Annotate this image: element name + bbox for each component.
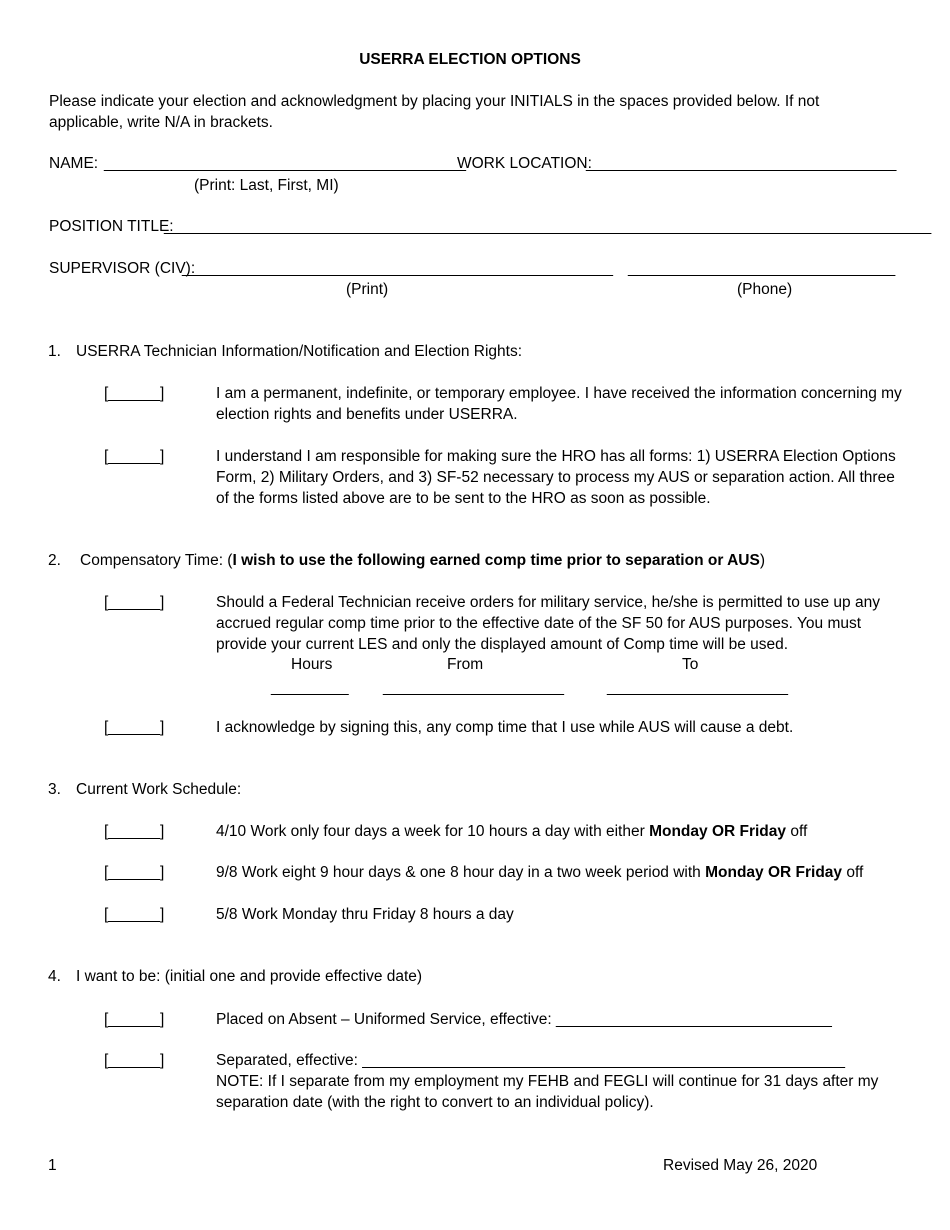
initials-blank[interactable]: [______] (104, 864, 165, 881)
hours-field[interactable]: _________ (271, 679, 349, 696)
initials-blank[interactable]: [______] (104, 1011, 165, 1028)
section2-heading-bold: I wish to use the following earned comp time prior to separation or AUS (232, 552, 760, 569)
section2-item1-text: Should a Federal Technician receive orders for military service, he/she is permitted to use up any accrued regular comp time prior to the effective date of the SF 50 for AUS purposes. You must provide your current LES and only the displayed amount of Comp time will be used. (216, 594, 880, 653)
section1-number: 1. (48, 343, 61, 360)
phone-hint: (Phone) (737, 281, 793, 298)
work-location-field[interactable]: ____________________________________ (586, 155, 897, 172)
section1-item1-text: I am a permanent, indefinite, or temporary employee. I have received the information concerning my election rights and benefits under USERRA. (216, 385, 902, 423)
section3-heading: Current Work Schedule: (76, 781, 242, 798)
section4-heading: I want to be: (initial one and provide effective date) (76, 968, 423, 985)
instructions: Please indicate your election and acknowledgment by placing your INITIALS in the spaces provided below. If not applicable, write N/A in brackets. (49, 93, 820, 131)
section2-heading-suffix: ) (759, 552, 765, 569)
supervisor-label: SUPERVISOR (CIV): (49, 260, 196, 277)
initials-blank[interactable]: [______] (104, 594, 165, 611)
section2-number: 2. (48, 552, 61, 569)
section1-heading: USERRA Technician Information/Notification and Election Rights: (76, 343, 522, 360)
name-field[interactable]: __________________________________________ (104, 155, 467, 172)
initials-blank[interactable]: [______] (104, 906, 165, 923)
schedule-option-bold: Monday OR Friday (705, 864, 843, 881)
schedule-option-4-10 (216, 821, 807, 842)
schedule-option-text: 9/8 Work eight 9 hour days & one 8 hour day in a two week period with (216, 864, 706, 881)
schedule-option-text: 4/10 Work only four days a week for 10 hours a day with either (216, 823, 650, 840)
to-field[interactable]: _____________________ (607, 679, 789, 696)
revision-date: Revised May 26, 2020 (663, 1157, 818, 1174)
schedule-option-suffix: off (842, 864, 864, 881)
section2-item2-text: I acknowledge by signing this, any comp time that I use while AUS will cause a debt. (216, 719, 794, 736)
initials-blank[interactable]: [______] (104, 823, 165, 840)
separation-note: NOTE: If I separate from my employment my FEHB and FEGLI will continue for 31 days after my separation date (with the right to convert to an individual policy). (216, 1073, 879, 1111)
initials-blank[interactable]: [______] (104, 719, 165, 736)
aus-effective-option: Placed on Absent – Uniformed Service, effective: ________________________________ (216, 1011, 832, 1028)
page-title: USERRA ELECTION OPTIONS (359, 51, 581, 68)
section3-number: 3. (48, 781, 61, 798)
section1-item2-text: I understand I am responsible for making sure the HRO has all forms: 1) USERRA Election Options Form, 2) Military Orders, and 3) SF-52 necessary to process my AUS or separation action. All three of the forms listed above are to be sent to the HRO as soon as possible. (216, 448, 896, 507)
initials-blank[interactable]: [______] (104, 448, 165, 465)
position-title-label: POSITION TITLE: (49, 218, 174, 235)
page-number: 1 (48, 1157, 57, 1174)
section2-heading-prefix: Compensatory Time: ( (80, 552, 233, 569)
supervisor-field[interactable]: __________________________________________________ (182, 260, 614, 277)
position-title-field[interactable]: _________________________________________________________________________________________ (164, 218, 932, 235)
initials-blank[interactable]: [______] (104, 1052, 165, 1069)
name-label: NAME: (49, 155, 99, 172)
schedule-option-bold: Monday OR Friday (649, 823, 787, 840)
section2-heading (80, 550, 765, 571)
hours-label: Hours (291, 656, 333, 673)
schedule-option-9-8 (216, 862, 863, 883)
initials-blank[interactable]: [______] (104, 385, 165, 402)
section4-number: 4. (48, 968, 61, 985)
schedule-option-suffix: off (786, 823, 808, 840)
separated-effective-option: Separated, effective: ________________________________________________________ (216, 1052, 845, 1069)
from-label: From (447, 656, 484, 673)
print-hint: (Print) (346, 281, 389, 298)
supervisor-phone-field[interactable]: _______________________________ (628, 260, 896, 277)
from-field[interactable]: _____________________ (383, 679, 565, 696)
work-location-label: WORK LOCATION: (457, 155, 592, 172)
schedule-option-5-8: 5/8 Work Monday thru Friday 8 hours a day (216, 906, 514, 923)
name-hint: (Print: Last, First, MI) (194, 177, 339, 194)
to-label: To (682, 656, 699, 673)
